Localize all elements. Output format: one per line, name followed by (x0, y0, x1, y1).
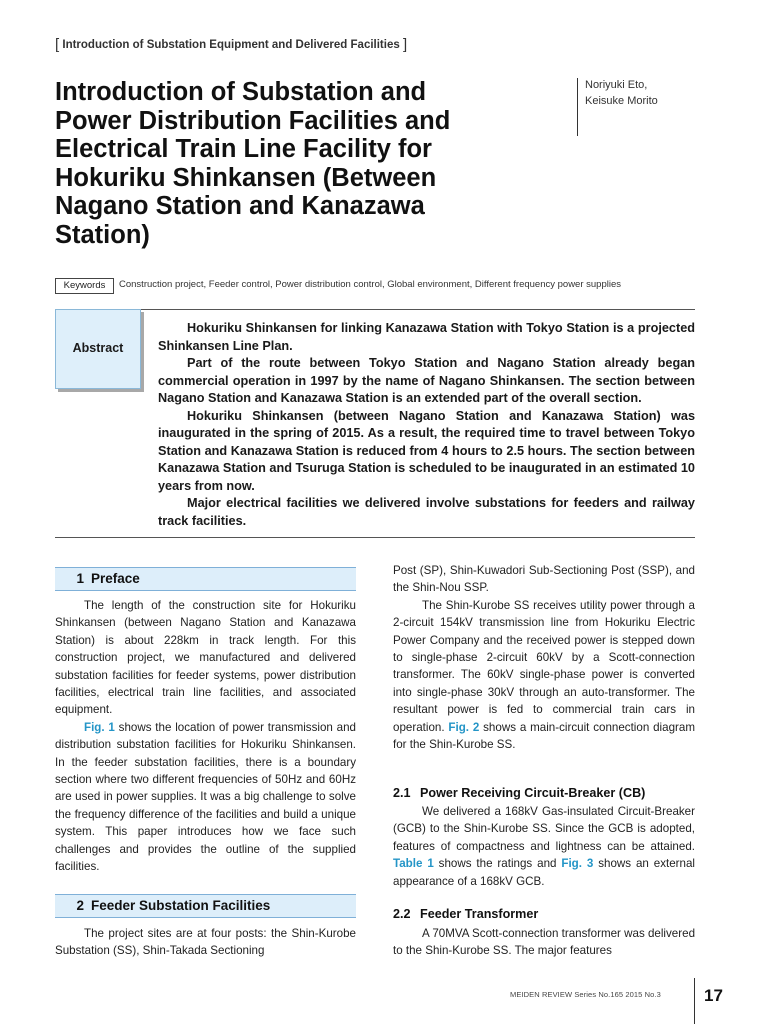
title-line: Station) (55, 220, 150, 249)
series-title: Introduction of Substation Equipment and Delivered Facilities (62, 39, 400, 51)
figure-3-link[interactable]: Fig. 3 (561, 857, 594, 871)
subsection-2-2-body (393, 925, 695, 960)
title-line: Introduction of Substation and (55, 78, 427, 106)
paragraph-text: shows a main-circuit connection diagram for the Shin-Kurobe SS. (393, 720, 695, 752)
page-number: 17 (704, 986, 723, 1005)
body-paragraph (55, 719, 356, 876)
section-title: Preface (91, 571, 140, 586)
subsection-heading-transformer (393, 907, 538, 921)
subsection-number: 2.1 (393, 786, 411, 800)
paragraph-text: We delivered a 168kV Gas-insulated Circuit-Breaker (GCB) to the Shin-Kurobe SS. Since the GCB is adopted, features of compactness and lightness can be attained. (393, 805, 695, 853)
abstract-top-rule (55, 309, 695, 310)
title-line: Hokuriku Shinkansen (Between (55, 163, 437, 192)
subsection-number: 2.2 (393, 907, 411, 921)
abstract-paragraph: Hokuriku Shinkansen (between Nagano Station and Kanazawa Station) was inaugurated in the spring of 2015. As a result, the required time to travel between Tokyo Station and Kanazawa Station is reduced from 4 hours to 2.5 hours. The section between Kanazawa Station and Tsuruga Station is scheduled to be inaugurated in an estimated 10 years from now. (158, 408, 695, 493)
subsection-2-1-body (393, 803, 695, 890)
subsection-heading-cb (393, 786, 645, 800)
series-header (55, 36, 407, 53)
abstract-label-box (55, 309, 141, 389)
footer-divider (694, 978, 695, 1024)
article-title (55, 78, 525, 250)
section-2-body-right (393, 562, 695, 753)
author-name: Noriyuki Eto, (585, 79, 648, 91)
section-heading-preface (55, 567, 356, 591)
authors (585, 78, 658, 109)
section-1-body (55, 597, 356, 876)
author-name: Keisuke Morito (585, 94, 658, 107)
abstract-paragraph: Major electrical facilities we delivered involve substations for feeders and railway track facilities. (158, 496, 695, 528)
section-number: 1 (76, 571, 84, 586)
body-paragraph (393, 597, 695, 754)
journal-footer: MEIDEN REVIEW Series No.165 2015 No.3 (510, 990, 661, 999)
body-paragraph: A 70MVA Scott-connection transformer was delivered to the Shin-Kurobe SS. The major features (393, 927, 696, 958)
body-paragraph: The project sites are at four posts: the Shin-Kurobe Substation (SS), Shin-Takada Sectioning (55, 927, 356, 958)
section-title: Feeder Substation Facilities (91, 898, 271, 913)
paragraph-text: shows the location of power transmission and distribution substation facilities for Hokuriku Shinkansen. In the feeder substation facilities, there is a boundary section where two different frequencies of 50Hz and 60Hz are used in power supplies. It was a big challenge to solve the frequency difference of the facilities and build a unique system. This paper introduces how we face such challenges and provides the outline of the supplied facilities. (55, 720, 357, 874)
subsection-title: Feeder Transformer (420, 907, 539, 921)
bracket-open: [ (55, 36, 60, 53)
figure-2-link[interactable]: Fig. 2 (448, 720, 480, 734)
paragraph-text: The Shin-Kurobe SS receives utility power through a 2-circuit 154kV transmission line from Hokuriku Electric Power Company and the received power is stepped down to single-phase 2-circuit 60kV by a Scott-connection transformer. The 60kV single-phase power is converted into single-phase 30kV through an auto-transformer. The resultant power is fed to commercial train cars in operation. (393, 598, 695, 734)
abstract-label: Abstract (72, 341, 124, 355)
paragraph-text: shows an external appearance of a 168kV GCB. (393, 857, 695, 888)
body-paragraph: The length of the construction site for Hokuriku Shinkansen (between Nagano Station and Kanazawa Station) is about 228km in track length. For this construction project, we manufactured and delivered substation facilities for feeder systems, power distribution facilities, electrical train line facilities, and associated equipment. (55, 599, 356, 717)
body-paragraph-continued: Post (SP), Shin-Kuwadori Sub-Sectioning Post (SSP), and the Shin-Nou SSP. (393, 564, 695, 595)
section-number: 2 (76, 898, 84, 913)
bracket-close: ] (402, 36, 408, 53)
keywords-label: Keywords (55, 278, 114, 294)
subsection-title: Power Receiving Circuit-Breaker (CB) (420, 786, 646, 800)
section-heading-feeder-substation (55, 894, 356, 918)
body-paragraph (393, 803, 695, 890)
keywords-text: Construction project, Feeder control, Power distribution control, Global environment, Different frequency power supplies (119, 279, 621, 290)
title-line: Electrical Train Line Facility for (55, 135, 432, 164)
abstract-paragraph: Part of the route between Tokyo Station and Nagano Station already began commercial operation in 1997 by the name of Nagano Shinkansen. The section between Nagano Station and Kanazawa Station is an extended part of the overall section. (158, 356, 695, 405)
paragraph-text: shows the ratings and (433, 857, 562, 871)
abstract-bottom-rule (55, 537, 695, 538)
title-line: Nagano Station and Kanazawa (55, 192, 425, 221)
abstract-body (158, 320, 695, 530)
author-divider (577, 78, 578, 136)
section-2-body-left (55, 925, 356, 960)
table-1-link[interactable]: Table 1 (393, 857, 434, 871)
abstract-paragraph: Hokuriku Shinkansen for linking Kanazawa Station with Tokyo Station is a projected Shinkansen Line Plan. (158, 321, 695, 353)
title-line: Power Distribution Facilities and (55, 106, 451, 135)
figure-1-link[interactable]: Fig. 1 (84, 720, 115, 734)
